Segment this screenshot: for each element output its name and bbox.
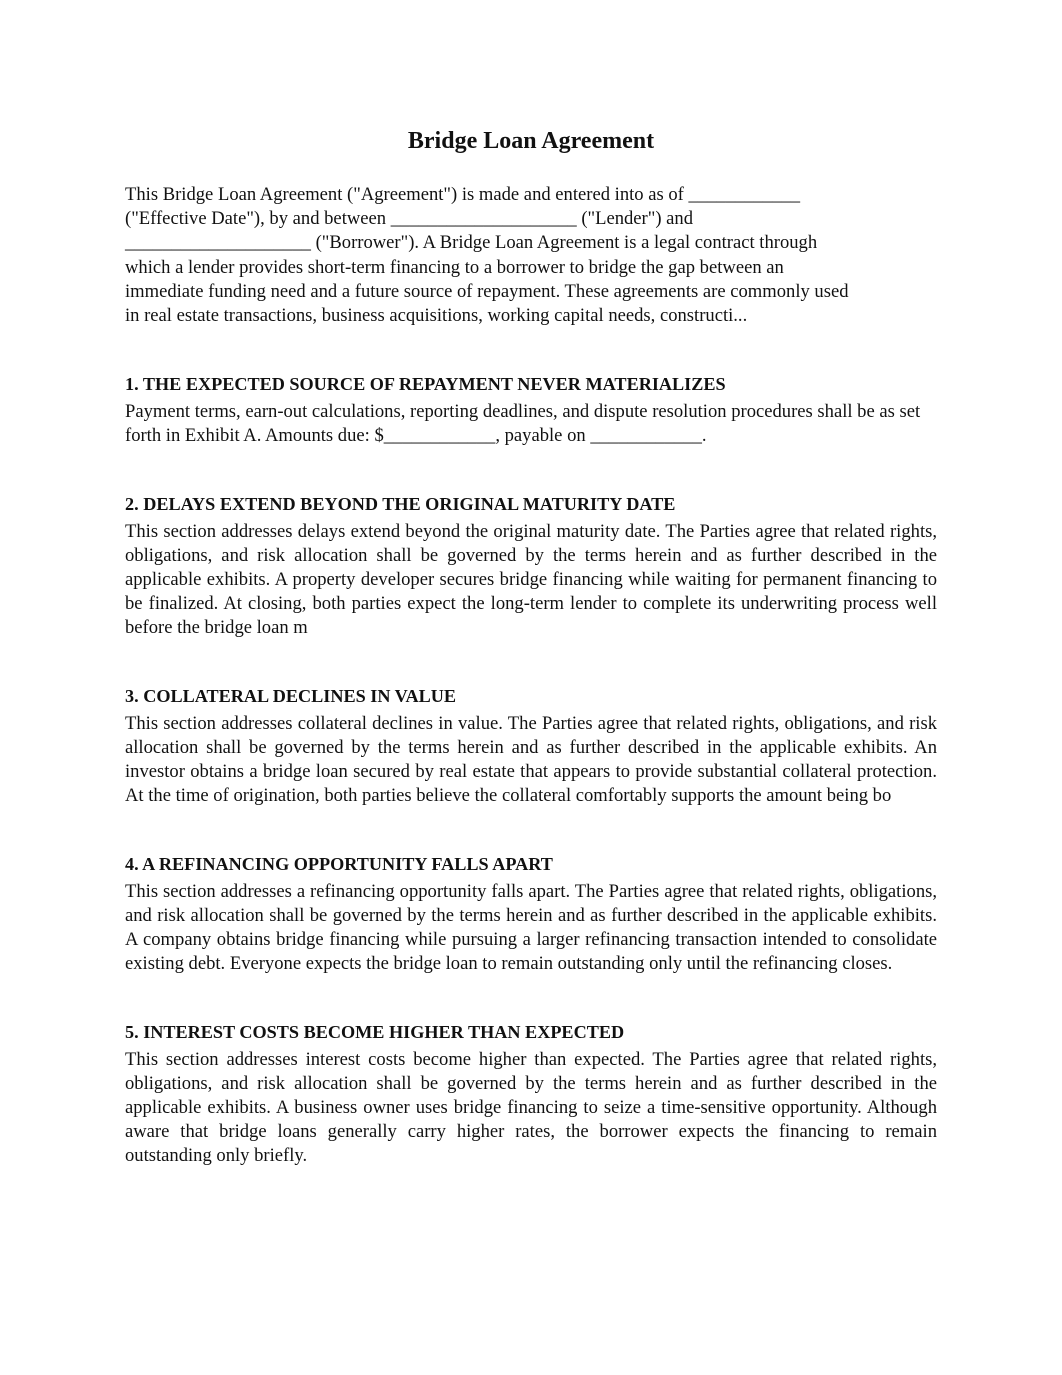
section-4 <box>125 852 937 976</box>
intro-paragraph <box>125 183 937 328</box>
section-2 <box>125 492 937 640</box>
section-heading: 4. A REFINANCING OPPORTUNITY FALLS APART <box>125 854 553 875</box>
intro-line: in real estate transactions, business acquisitions, working capital needs, constructi... <box>125 305 748 327</box>
intro-line: ____________________ ("Borrower"). A Bridge Loan Agreement is a legal contract through <box>125 232 818 254</box>
section-heading: 1. THE EXPECTED SOURCE OF REPAYMENT NEVER MATERIALIZES <box>125 374 726 395</box>
document-page <box>125 125 937 1168</box>
section-body: This section addresses interest costs become higher than expected. The Parties agree that related rights, obligations, and risk allocation shall be governed by the terms herein and as further described in the applicable exhibits. A business owner uses bridge financing to seize a time-sensitive opportunity. Although aware that bridge loans generally carry higher rates, the borrower expects the financing to remain outstanding only briefly. <box>125 1049 937 1167</box>
section-body: This section addresses delays extend beyond the original maturity date. The Parties agree that related rights, obligations, and risk allocation shall be governed by the terms herein and as further described in the applicable exhibits. A property developer secures bridge financing while waiting for permanent financing to be finalized. At closing, both parties expect the long-term lender to complete its underwriting process well before the bridge loan m <box>125 521 937 639</box>
section-1 <box>125 372 937 448</box>
section-5 <box>125 1020 937 1168</box>
intro-line: immediate funding need and a future source of repayment. These agreements are commonly used <box>125 280 849 302</box>
section-body: This section addresses a refinancing opportunity falls apart. The Parties agree that related rights, obligations, and risk allocation shall be governed by the terms herein and as further described in the applicable exhibits. A company obtains bridge financing while pursuing a larger refinancing transaction intended to consolidate existing debt. Everyone expects the bridge loan to remain outstanding only until the refinancing closes. <box>125 881 937 975</box>
section-heading: 2. DELAYS EXTEND BEYOND THE ORIGINAL MATURITY DATE <box>125 494 676 515</box>
intro-line: which a lender provides short-term financing to a borrower to bridge the gap between an <box>125 256 784 278</box>
section-heading: 5. INTEREST COSTS BECOME HIGHER THAN EXPECTED <box>125 1022 625 1043</box>
intro-line: ("Effective Date"), by and between ____________________ ("Lender") and <box>125 208 694 230</box>
section-3 <box>125 684 937 808</box>
section-body: This section addresses collateral declines in value. The Parties agree that related rights, obligations, and risk allocation shall be governed by the terms herein and as further described in the applicable exhibits. An investor obtains a bridge loan secured by real estate that appears to provide substantial collateral protection. At the time of origination, both parties believe the collateral comfortably supports the amount being bo <box>125 713 937 807</box>
section-body: Payment terms, earn-out calculations, reporting deadlines, and dispute resolution procedures shall be as set forth in Exhibit A. Amounts due: $____________, payable on ____________. <box>125 401 921 447</box>
document-title: Bridge Loan Agreement <box>407 128 655 154</box>
intro-line: This Bridge Loan Agreement ("Agreement") is made and entered into as of ____________ <box>125 184 801 205</box>
section-heading: 3. COLLATERAL DECLINES IN VALUE <box>125 686 457 707</box>
